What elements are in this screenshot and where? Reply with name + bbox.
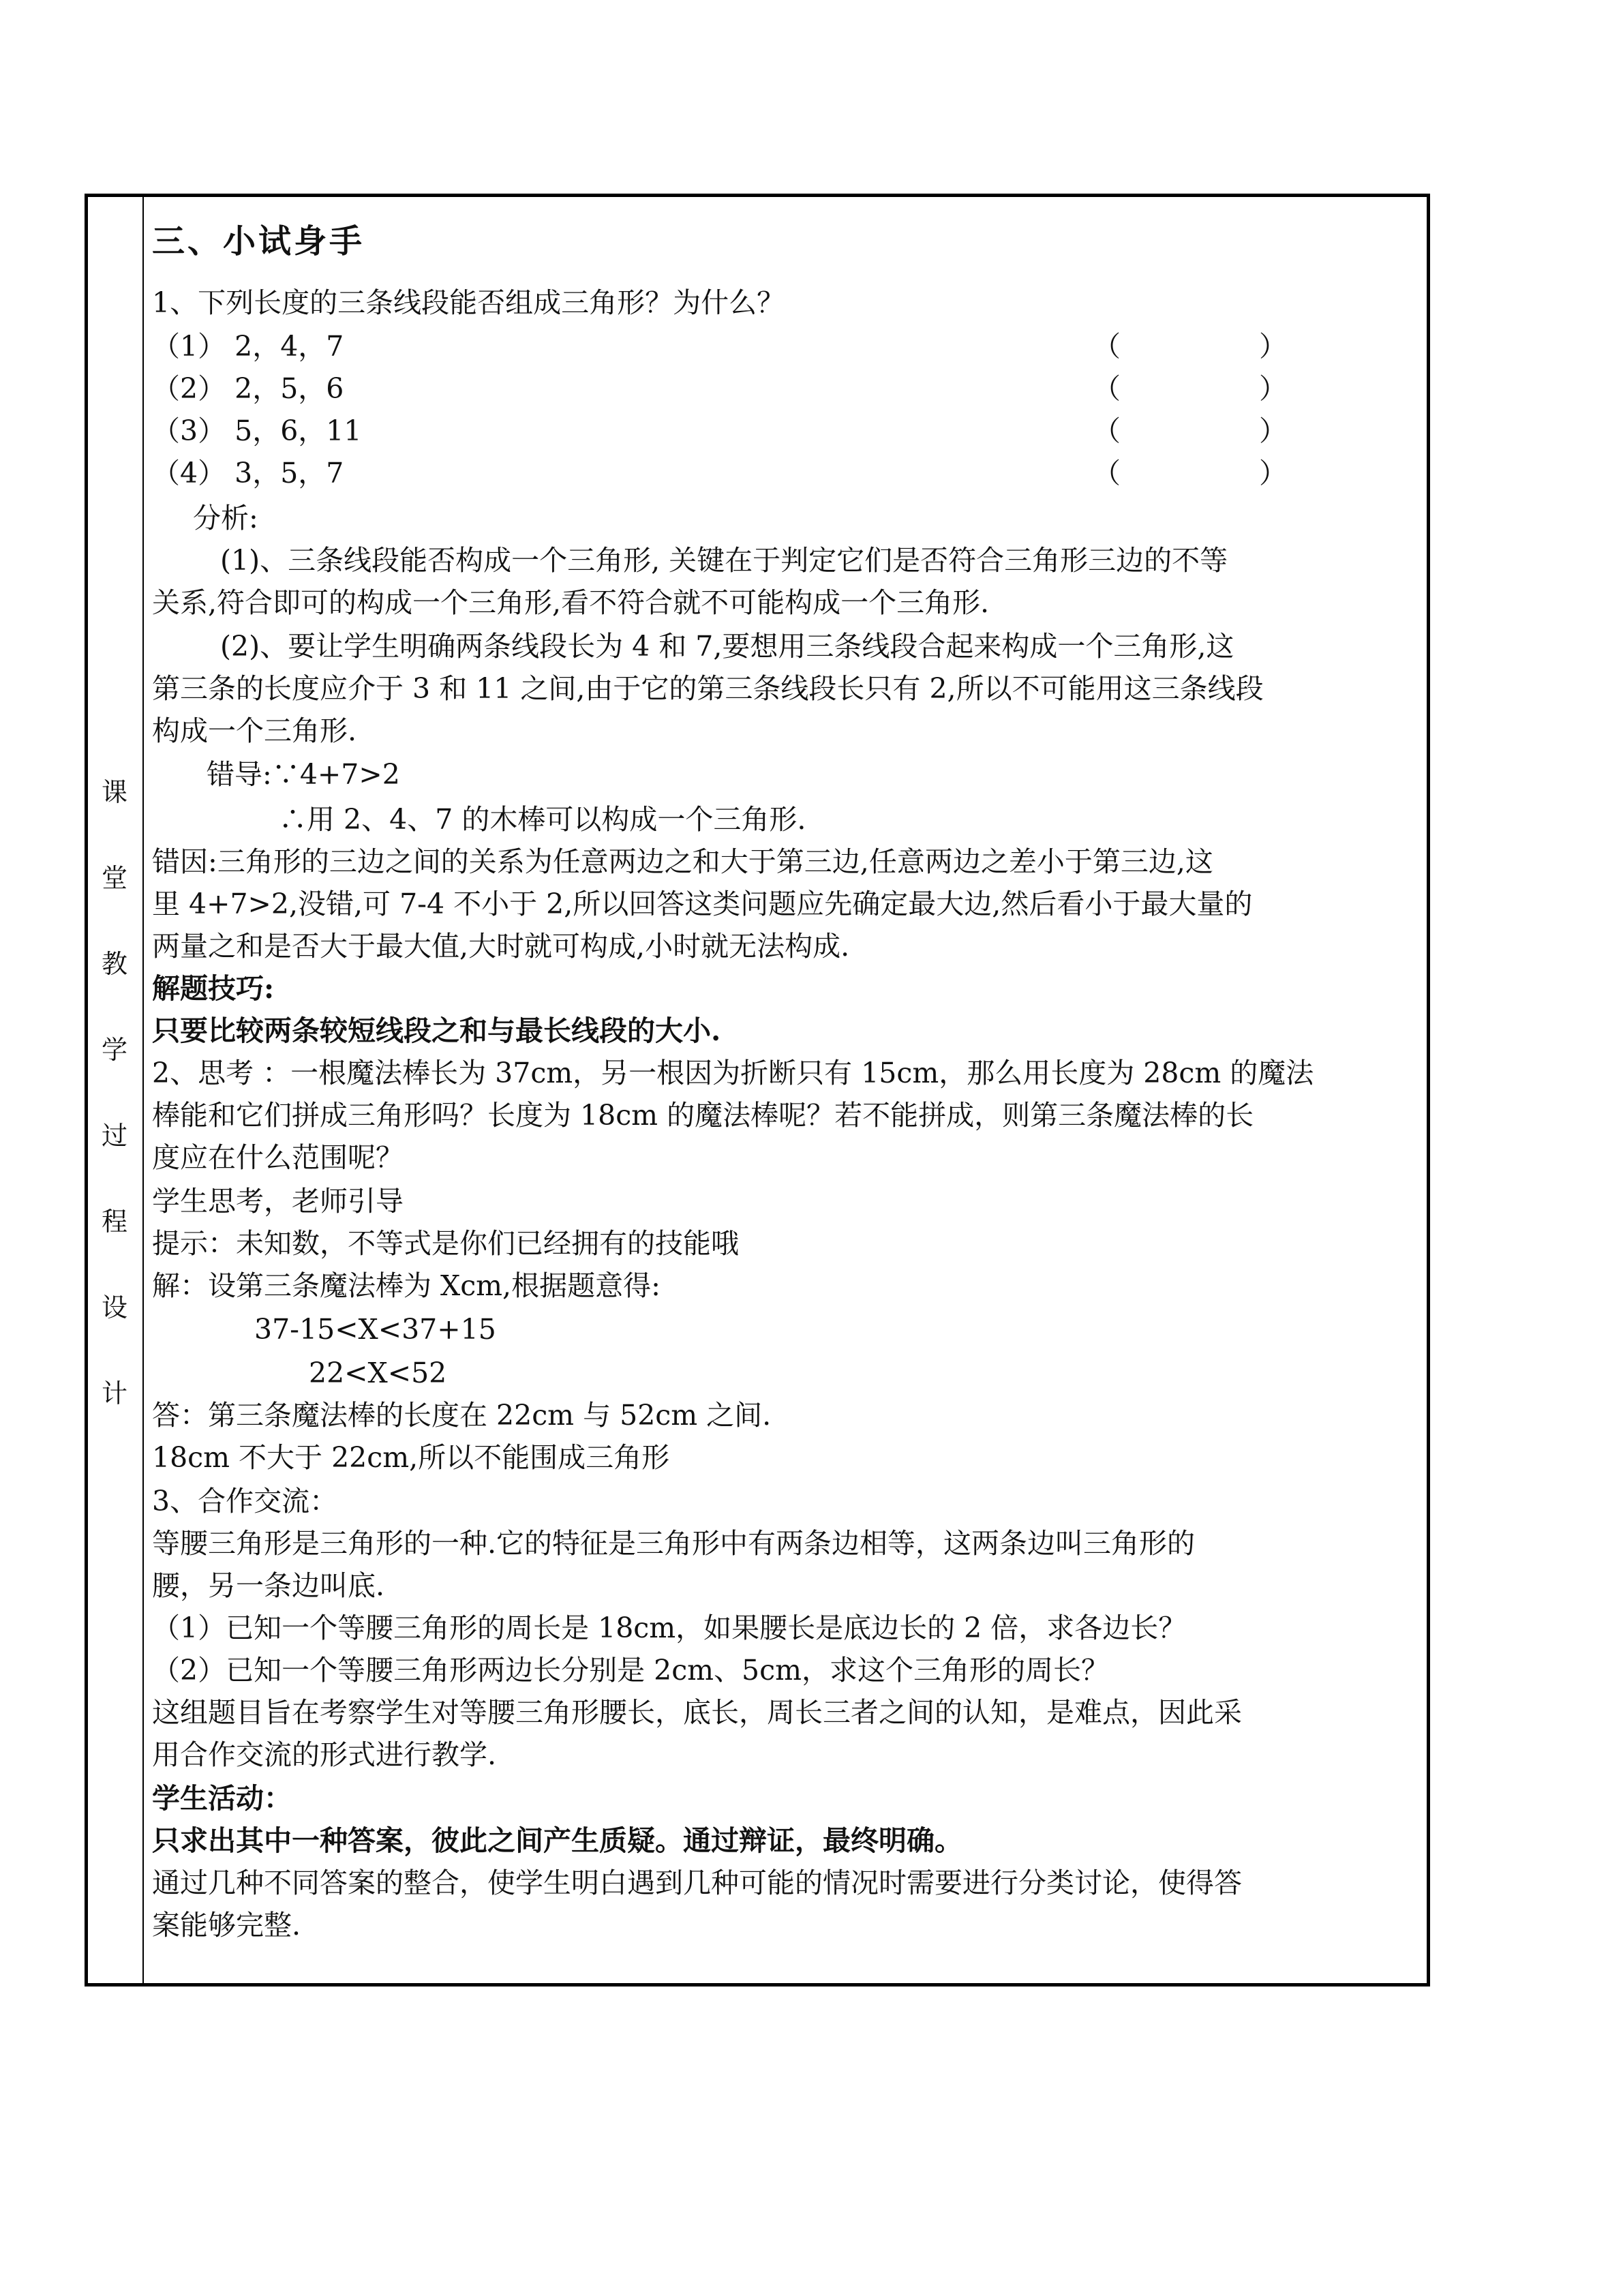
error-cause: 里 4+7>2,没错,可 7-4 不小于 2,所以回答这类问题应先确定最大边,然后看小于最大量的: [152, 888, 1253, 920]
tip-text: 只要比较两条较短线段之和与最长线段的大小.: [152, 1014, 721, 1047]
analysis-text: 关系,符合即可的构成一个三角形,看不符合就不可能构成一个三角形.: [152, 586, 990, 619]
q2-text: 度应在什么范围呢？: [152, 1141, 404, 1174]
error-cause: 错因:三角形的三边之间的关系为任意两边之和大于第三边,任意两边之差小于第三边,这: [152, 845, 1213, 878]
q3-text: 腰，另一条边叫底.: [152, 1569, 385, 1602]
q1-item: （3） 5，6，11: [152, 414, 362, 447]
error-cause: 两量之和是否大于最大值,大时就可构成,小时就无法构成.: [152, 930, 850, 963]
analysis-label: 分析:: [193, 502, 258, 534]
q3-text: 3、合作交流：: [152, 1485, 338, 1517]
q2-text: 2、思考 ：一根魔法棒长为 37cm，另一根因为折断只有 15cm，那么用长度为 28cm 的魔法: [152, 1057, 1314, 1089]
q3-text: 这组题目旨在考察学生对等腰三角形腰长，底长，周长三者之间的认知，是难点，因此采: [152, 1696, 1242, 1729]
answer-paren-close: ）: [1259, 372, 1287, 405]
q3-text: 用合作交流的形式进行教学.: [152, 1738, 497, 1771]
q1-title: 1、下列长度的三条线段能否组成三角形？为什么？: [152, 286, 785, 319]
q2-answer: 18cm 不大于 22cm,所以不能围成三角形: [152, 1441, 670, 1474]
side-char: 程: [101, 1207, 127, 1237]
side-char: 堂: [101, 863, 127, 893]
answer-paren-close: ）: [1259, 330, 1287, 363]
activity-label: 学生活动：: [152, 1782, 292, 1815]
side-char: 过: [101, 1121, 127, 1151]
answer-paren-open: （: [1093, 330, 1121, 363]
side-char: 教: [101, 949, 127, 979]
answer-paren-close: ）: [1259, 414, 1287, 447]
analysis-text: 构成一个三角形.: [152, 714, 357, 747]
side-char: 计: [101, 1378, 127, 1408]
answer-paren-close: ）: [1259, 457, 1287, 489]
q1-item: （2） 2，5，6: [152, 372, 344, 405]
q1-item: （1） 2，4，7: [152, 330, 344, 363]
analysis-text: (1)、三条线段能否构成一个三角形, 关键在于判定它们是否符合三角形三边的不等: [220, 544, 1228, 577]
activity-text: 只求出其中一种答案，彼此之间产生质疑。通过辩证，最终明确。: [152, 1824, 962, 1857]
q3-text: 等腰三角形是三角形的一种.它的特征是三角形中有两条边相等，这两条边叫三角形的: [152, 1527, 1196, 1560]
analysis-text: (2)、要让学生明确两条线段长为 4 和 7,要想用三条线段合起来构成一个三角形,这: [220, 630, 1234, 663]
wrong-guide: 错导:∵4+7>2: [207, 758, 400, 791]
side-char: 课: [101, 777, 127, 807]
lesson-table: [85, 194, 1430, 1987]
q2-text: 解：设第三条魔法棒为 Xcm,根据题意得:: [152, 1269, 661, 1302]
wrong-guide: ∴用 2、4、7 的木棒可以构成一个三角形.: [279, 803, 806, 836]
q1-item: （4） 3，5，7: [152, 457, 344, 489]
section-heading: 三、小试身手: [152, 222, 365, 260]
answer-paren-open: （: [1093, 372, 1121, 405]
side-char: 设: [101, 1293, 127, 1323]
q3-text: （2）已知一个等腰三角形两边长分别是 2cm、5cm，求这个三角形的周长？: [152, 1654, 1109, 1687]
answer-paren-open: （: [1093, 457, 1121, 489]
analysis-text: 第三条的长度应介于 3 和 11 之间,由于它的第三条线段长只有 2,所以不可能用这三条线段: [152, 672, 1264, 705]
q3-text: 案能够完整.: [152, 1909, 301, 1942]
q3-text: 通过几种不同答案的整合，使学生明白遇到几种可能的情况时需要进行分类讨论，使得答: [152, 1867, 1242, 1899]
content-cell: [145, 197, 1427, 1983]
answer-paren-open: （: [1093, 414, 1121, 447]
q2-text: 学生思考，老师引导: [152, 1185, 404, 1218]
side-title-column: [88, 197, 144, 1983]
q3-text: （1）已知一个等腰三角形的周长是 18cm，如果腰长是底边长的 2 倍，求各边长？: [152, 1612, 1187, 1644]
q2-inequality: 37-15<X<37+15: [254, 1313, 496, 1346]
side-char: 学: [101, 1035, 127, 1065]
q2-text: 提示：未知数，不等式是你们已经拥有的技能哦: [152, 1227, 739, 1260]
q2-text: 棒能和它们拼成三角形吗？长度为 18cm 的魔法棒呢？若不能拼成，则第三条魔法棒的长: [152, 1099, 1254, 1132]
tip-label: 解题技巧:: [152, 972, 275, 1005]
q2-answer: 答：第三条魔法棒的长度在 22cm 与 52cm 之间.: [152, 1399, 772, 1432]
q2-inequality: 22<X<52: [309, 1357, 447, 1389]
